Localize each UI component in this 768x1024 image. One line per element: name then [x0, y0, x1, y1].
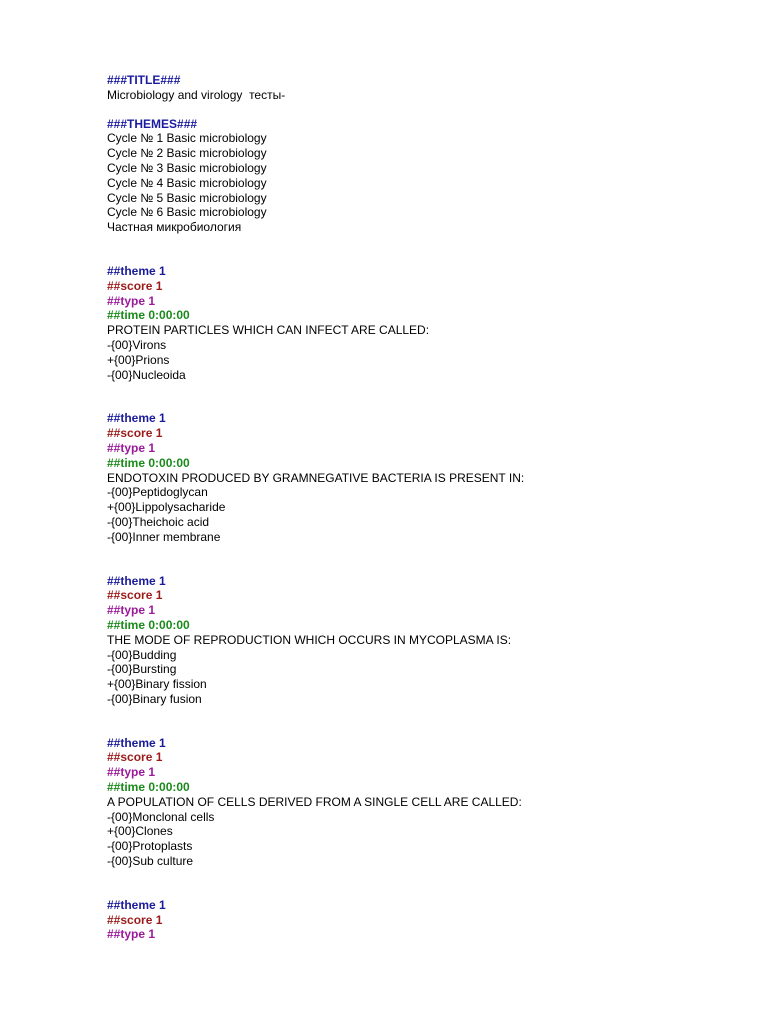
question-block [107, 264, 727, 382]
question-block [107, 574, 727, 707]
question-theme: ##theme 1 [107, 263, 166, 278]
question-block [107, 411, 727, 544]
theme-item: Cycle № 4 Basic microbiology [107, 175, 267, 190]
answer-option: -{00}Theichoic acid [107, 514, 210, 529]
answer-option: -{00}Binary fusion [107, 691, 202, 706]
title-marker: ###TITLE### [107, 73, 181, 87]
answer-option: -{00}Inner membrane [107, 529, 221, 544]
spacer [107, 707, 727, 736]
question-theme: ##theme 1 [107, 897, 166, 912]
question-theme: ##theme 1 [107, 573, 166, 588]
question-score: ##score 1 [107, 912, 163, 927]
spacer [107, 382, 727, 411]
answer-option: -{00}Monclonal cells [107, 809, 215, 824]
answer-option: -{00}Bursting [107, 662, 177, 677]
answer-option: +{00}Clones [107, 824, 173, 839]
question-theme: ##theme 1 [107, 735, 166, 750]
spacer [107, 235, 727, 264]
document-page [107, 73, 727, 942]
question-time: ##time 0:00:00 [107, 617, 190, 632]
theme-item: Cycle № 2 Basic microbiology [107, 146, 267, 161]
question-type: ##type 1 [107, 293, 156, 308]
answer-option: -{00}Virons [107, 337, 167, 352]
question-theme: ##theme 1 [107, 411, 166, 426]
document-title: Microbiology and virology тесты- [107, 87, 286, 102]
question-type: ##type 1 [107, 927, 156, 942]
theme-item: Cycle № 6 Basic microbiology [107, 205, 267, 220]
question-score: ##score 1 [107, 426, 163, 441]
question-type: ##type 1 [107, 440, 156, 455]
question-score: ##score 1 [107, 588, 163, 603]
answer-option: -{00}Budding [107, 647, 177, 662]
question-block [107, 736, 727, 869]
spacer [107, 103, 727, 117]
themes-marker: ###THEMES### [107, 116, 198, 131]
spacer [107, 869, 727, 898]
theme-item: Частная микробиология [107, 220, 242, 235]
answer-option: +{00}Lippolysacharide [107, 500, 226, 515]
theme-item: Cycle № 1 Basic microbiology [107, 131, 267, 146]
theme-item: Cycle № 3 Basic microbiology [107, 160, 267, 175]
question-text: THE MODE OF REPRODUCTION WHICH OCCURS IN MYCOPLASMA IS: [107, 632, 512, 647]
spacer [107, 545, 727, 574]
answer-option: -{00}Sub culture [107, 854, 194, 869]
answer-option: -{00}Peptidoglycan [107, 485, 208, 500]
question-score: ##score 1 [107, 750, 163, 765]
question-type: ##type 1 [107, 603, 156, 618]
question-text: A POPULATION OF CELLS DERIVED FROM A SINGLE CELL ARE CALLED: [107, 794, 522, 809]
themes-section [107, 117, 727, 235]
answer-option: -{00}Nucleoida [107, 367, 186, 382]
question-text: PROTEIN PARTICLES WHICH CAN INFECT ARE CALLED: [107, 323, 430, 338]
question-text: ENDOTOXIN PRODUCED BY GRAMNEGATIVE BACTERIA IS PRESENT IN: [107, 470, 525, 485]
title-section [107, 73, 727, 103]
answer-option: -{00}Protoplasts [107, 839, 193, 854]
theme-item: Cycle № 5 Basic microbiology [107, 190, 267, 205]
question-type: ##type 1 [107, 765, 156, 780]
answer-option: +{00}Prions [107, 352, 170, 367]
question-time: ##time 0:00:00 [107, 780, 190, 795]
answer-option: +{00}Binary fission [107, 677, 207, 692]
question-time: ##time 0:00:00 [107, 308, 190, 323]
question-score: ##score 1 [107, 278, 163, 293]
question-block [107, 898, 727, 942]
question-time: ##time 0:00:00 [107, 455, 190, 470]
